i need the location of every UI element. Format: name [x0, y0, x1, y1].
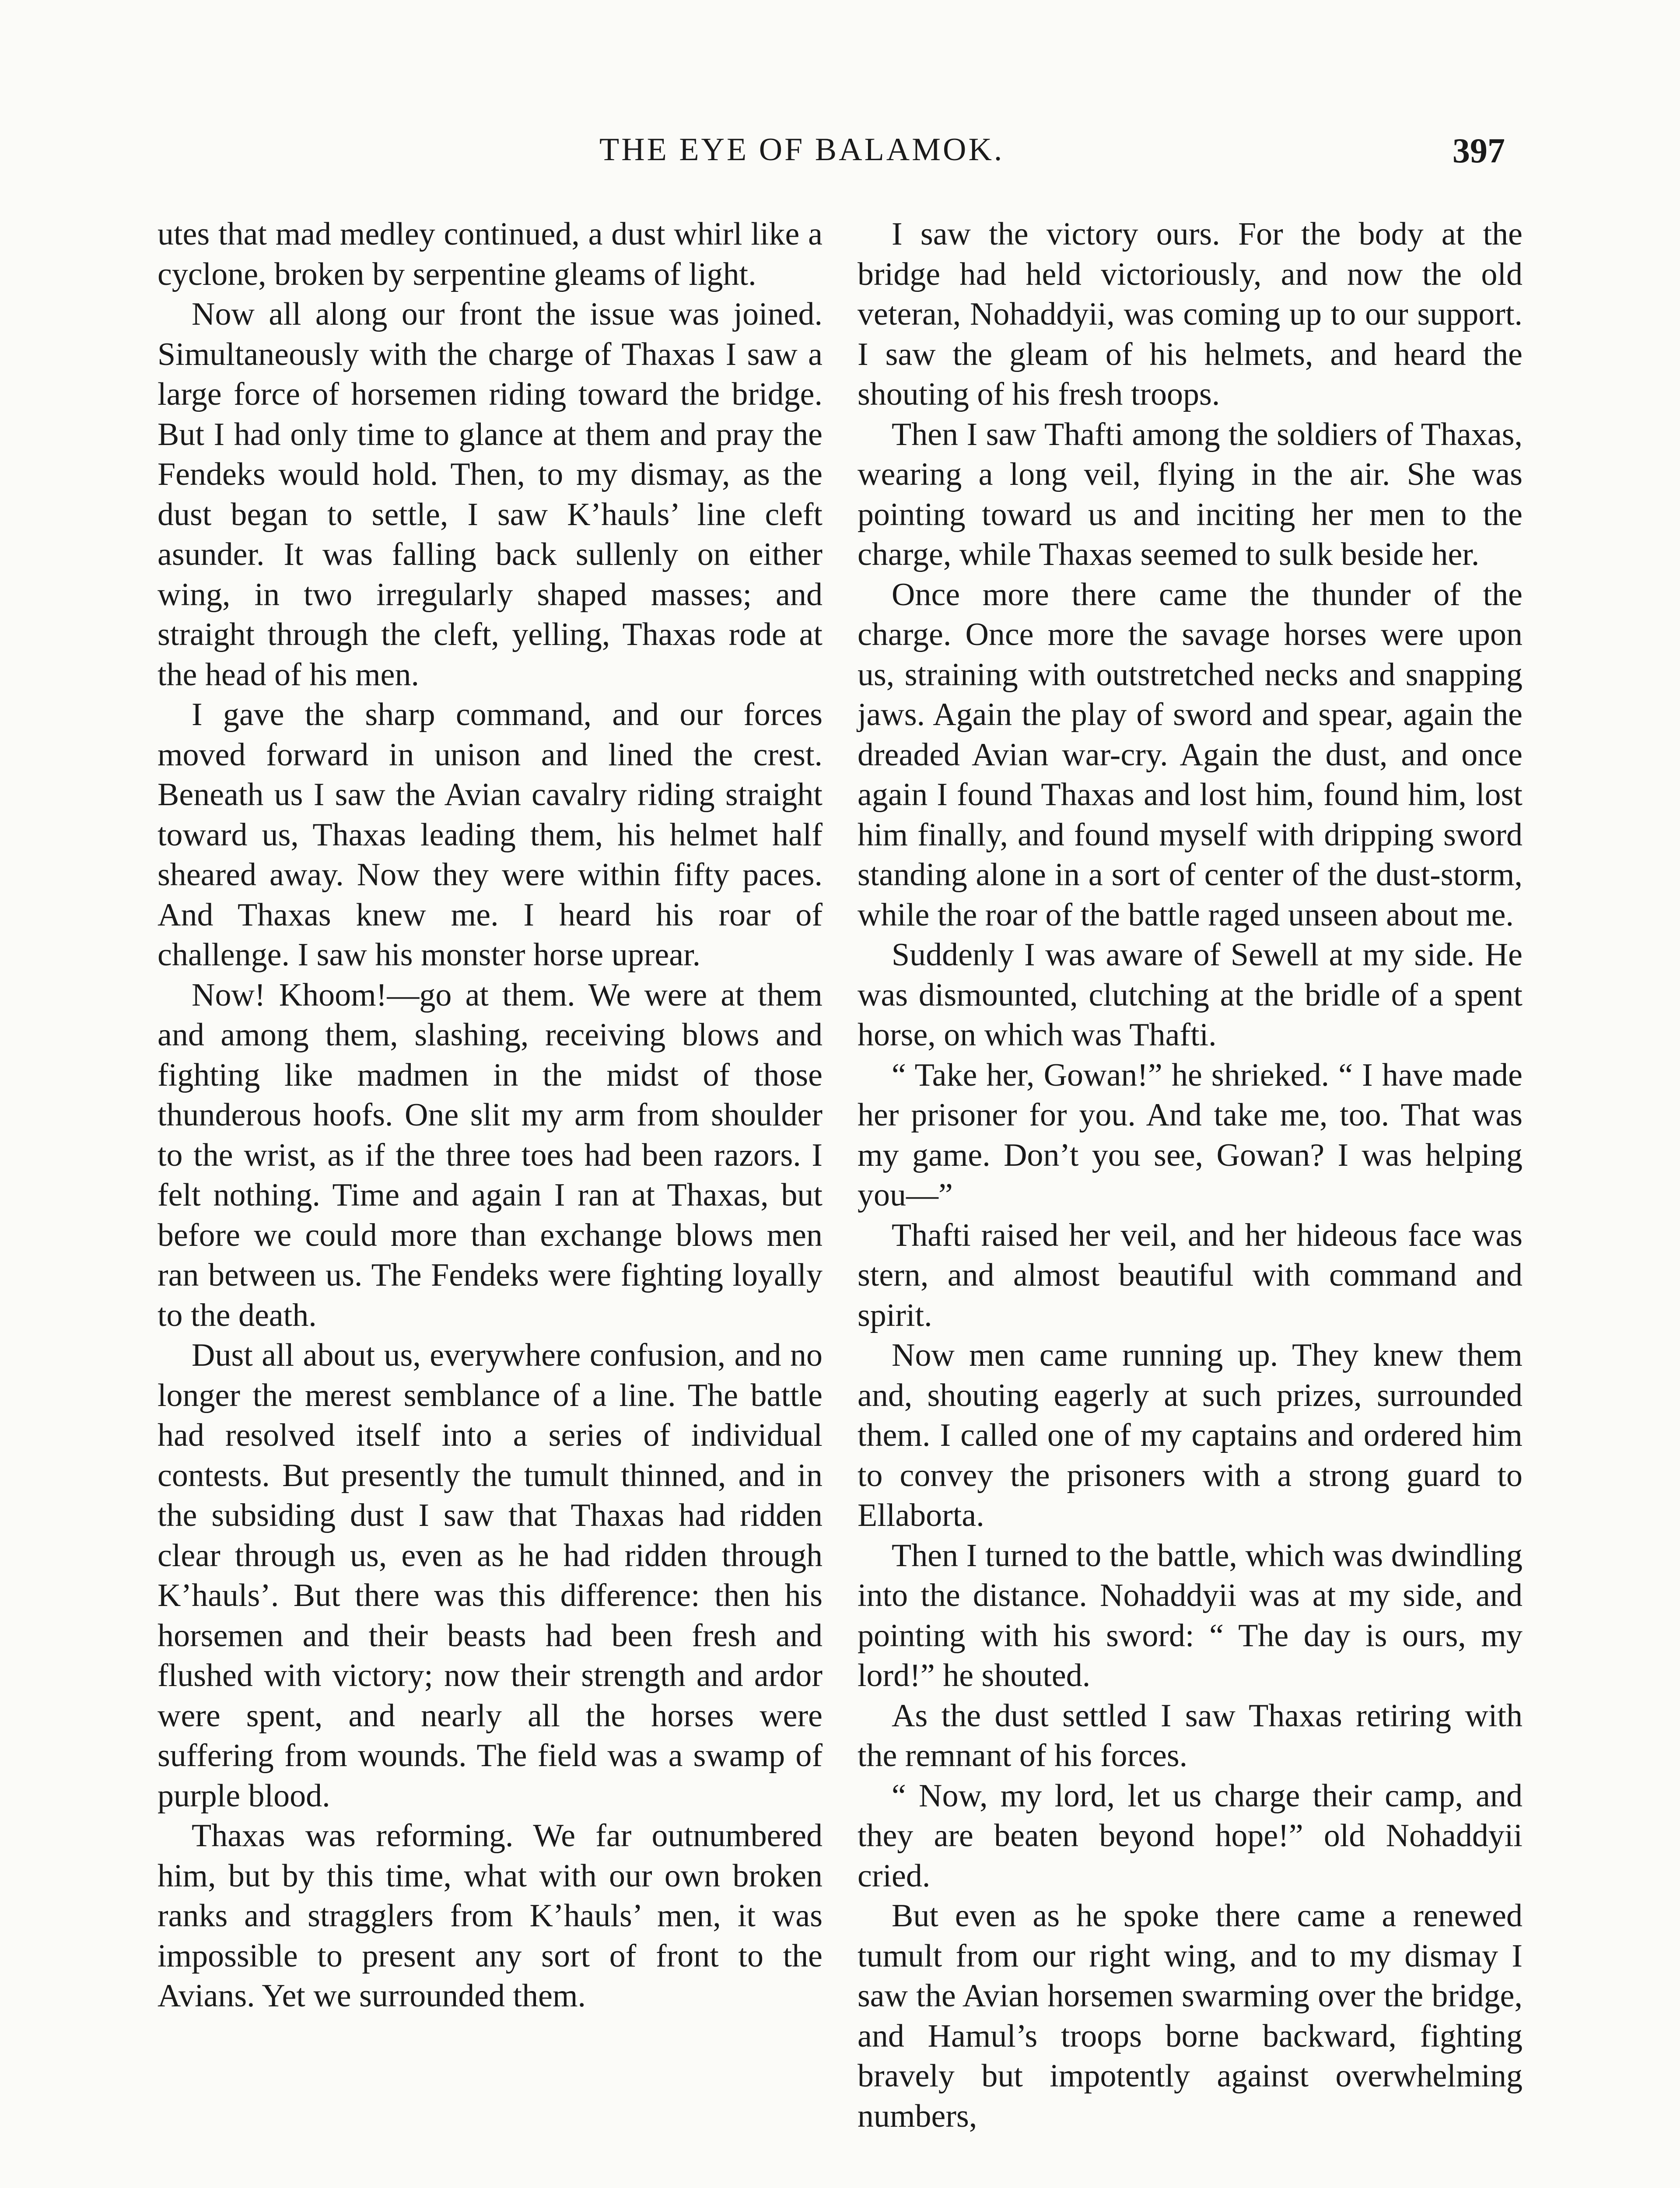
- paragraph: Now all along our front the issue was joined. Simultaneously with the charge of Thaxas I saw a large force of horsemen riding toward the bridge. But I had only time to glance at them and pray the Fendeks would hold. Then, to my dismay, as the dust began to settle, I saw K’hauls’ line cleft asunder. It was falling back sullenly on either wing, in two irregularly shaped masses; and straight through the cleft, yelling, Thaxas rode at the head of his men.: [158, 296, 822, 693]
- paragraph: “ Now, my lord, let us charge their camp, and they are beaten beyond hope!” old Nohaddyii cried.: [858, 1778, 1522, 1894]
- paragraph: “ Take her, Gowan!” he shrieked. “ I have made her prisoner for you. And take me, too. That was my game. Don’t you see, Gowan? I was helping you—”: [858, 1057, 1522, 1213]
- paragraph: Then I saw Thafti among the soldiers of Thaxas, wearing a long veil, flying in the air. She was pointing toward us and inciting her men to the charge, while Thaxas seemed to sulk beside her.: [858, 416, 1522, 572]
- paragraph: Now! Khoom!—go at them. We were at them and among them, slashing, receiving blows and fighting like madmen in the midst of those thunderous hoofs. One slit my arm from shoulder to the wrist, as if the three toes had been razors. I felt nothing. Time and again I ran at Thaxas, but before we could more than exchange blows men ran between us. The Fendeks were fighting loyally to the death.: [158, 977, 822, 1333]
- paragraph: Suddenly I was aware of Sewell at my side. He was dismounted, clutching at the bridle of a spent horse, on which was Thafti.: [858, 937, 1522, 1053]
- paragraph: But even as he spoke there came a renewed tumult from our right wing, and to my dismay I saw the Avian horsemen swarming over the bridge, and Hamul’s troops borne backward, fighting bravely but impotently against overwhelming numbers,: [858, 1898, 1522, 2134]
- paragraph: utes that mad medley continued, a dust whirl like a cyclone, broken by serpentine gleams of light.: [158, 216, 822, 292]
- paragraph: Dust all about us, everywhere confusion, and no longer the merest semblance of a line. The battle had resolved itself into a series of individual contests. But presently the tumult thinned, and in the subsiding dust I saw that Thaxas had ridden clear through us, even as he had ridden through K’hauls’. But there was this difference: then his horsemen and their beasts had been fresh and flushed with victory; now their strength and ardor were spent, and nearly all the horses were suffering from wounds. The field was a swamp of purple blood.: [158, 1337, 822, 1814]
- paragraph: Once more there came the thunder of the charge. Once more the savage horses were upon us, straining with outstretched necks and snapping jaws. Again the play of sword and spear, again the dreaded Avian war-cry. Again the dust, and once again I found Thaxas and lost him, found him, lost him finally, and found myself with dripping sword standing alone in a sort of center of the dust-storm, while the roar of the battle raged unseen about me.: [858, 576, 1522, 933]
- paragraph: I saw the victory ours. For the body at the bridge had held victoriously, and now the old veteran, Nohaddyii, was coming up to our support. I saw the gleam of his helmets, and heard the shouting of his fresh troops.: [858, 216, 1522, 412]
- paragraph: Now men came running up. They knew them and, shouting eagerly at such prizes, surrounded them. I called one of my captains and ordered him to convey the prisoners with a strong guard to Ellaborta.: [858, 1337, 1522, 1533]
- paragraph: Thaxas was reforming. We far outnumbered him, but by this time, what with our own broken ranks and stragglers from K’hauls’ men, it was impossible to present any sort of front to the Avians. Yet we surrounded them.: [158, 1818, 822, 2014]
- right-column: [858, 214, 1522, 2136]
- page-number: 397: [1452, 132, 1505, 170]
- page-header: [0, 131, 1680, 179]
- paragraph: I gave the sharp command, and our forces moved forward in unison and lined the crest. Beneath us I saw the Avian cavalry riding straight toward us, Thaxas leading them, his helmet half sheared away. Now they were within fifty paces. And Thaxas knew me. I heard his roar of challenge. I saw his monster horse uprear.: [158, 697, 822, 973]
- paragraph: As the dust settled I saw Thaxas retiring with the remnant of his forces.: [858, 1697, 1522, 1774]
- paragraph: Then I turned to the battle, which was dwindling into the distance. Nohaddyii was at my side, and pointing with his sword: “ The day is ours, my lord!” he shouted.: [858, 1537, 1522, 1694]
- paragraph: Thafti raised her veil, and her hideous face was stern, and almost beautiful with command and spirit.: [858, 1217, 1522, 1333]
- running-title: THE EYE OF BALAMOK.: [599, 132, 1004, 168]
- left-column: [158, 214, 822, 2016]
